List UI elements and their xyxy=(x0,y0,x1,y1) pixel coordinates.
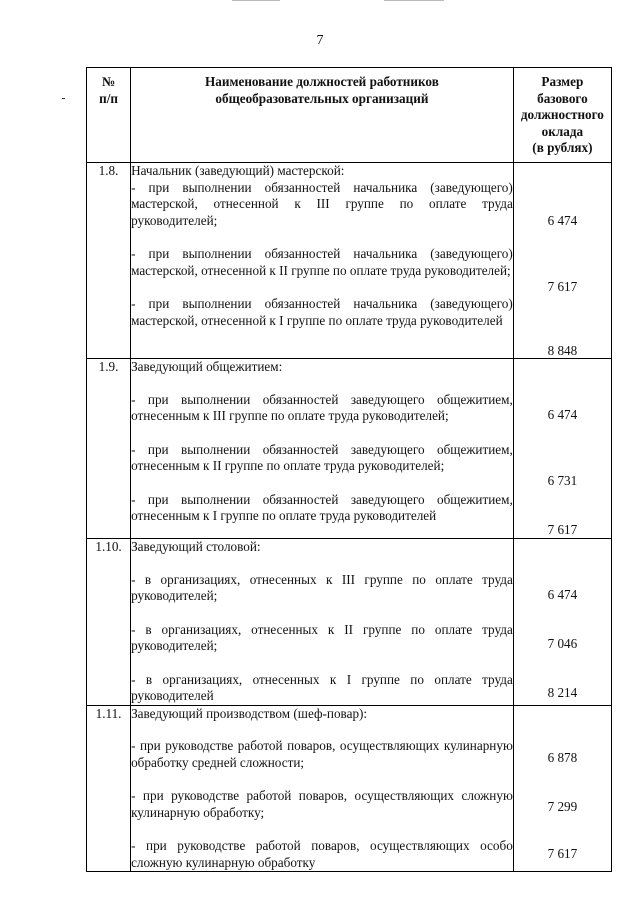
list-item: - в организациях, отнесенных к II группе по оплате труда руководителей; xyxy=(131,621,513,653)
section-content xyxy=(131,705,514,872)
section-content xyxy=(131,539,514,706)
list-item: - при выполнении обязанностей начальника (заведующего) мастерской, отнесенной к III группе по оплате труда руководителей; xyxy=(131,179,513,228)
scan-artifact xyxy=(232,0,280,1)
list-item: - при выполнении обязанностей заведующего общежитием, отнесенным к III группе по оплате труда руководителей; xyxy=(131,391,513,423)
section-title: Заведующий столовой: xyxy=(131,539,261,554)
salary-value: 6 474 xyxy=(547,587,578,602)
salary-table xyxy=(86,67,612,872)
salary-value: 6 878 xyxy=(547,749,578,765)
list-item: - в организациях, отнесенных к I группе по оплате труда руководителей xyxy=(131,671,513,703)
list-item: - при выполнении обязанностей начальника (заведующего) мастерской, отнесенной к II группе по оплате труда руководителей; xyxy=(131,246,513,278)
salary-value: 6 731 xyxy=(547,473,578,488)
section-title: Заведующий производством (шеф-повар): xyxy=(131,705,368,721)
section-number: 1.8. xyxy=(87,163,131,359)
salary-value: 7 617 xyxy=(547,845,578,861)
section-title: Заведующий общежитием: xyxy=(131,359,283,374)
header-number: № п/п xyxy=(87,68,131,163)
list-item: - при выполнении обязанностей заведующего общежитием, отнесенным к II группе по оплате труда руководителей; xyxy=(131,441,513,473)
section-number: 1.11. xyxy=(87,705,131,872)
section-number: 1.9. xyxy=(87,359,131,539)
table-header-row xyxy=(87,68,612,163)
list-item: - при руководстве работой поваров, осуществляющих сложную кулинарную обработку; xyxy=(131,788,513,820)
header-salary: Размер базового должностного оклада (в рублях) xyxy=(513,68,611,163)
salary-value: 7 299 xyxy=(547,798,578,814)
scan-artifact xyxy=(384,0,444,1)
salary-value: 8 848 xyxy=(547,343,578,358)
salary-value: 7 046 xyxy=(547,636,578,651)
page-number: 7 xyxy=(316,33,324,48)
table-row xyxy=(87,539,612,706)
list-item: - при руководстве работой поваров, осуществляющих кулинарную обработку средней сложности; xyxy=(131,738,513,770)
salary-value: 8 214 xyxy=(547,685,578,700)
salary-value: 7 617 xyxy=(547,279,578,294)
salary-value: 6 474 xyxy=(547,407,578,422)
list-item: - при руководстве работой поваров, осуществляющих особо сложную кулинарную обработку xyxy=(131,838,513,870)
section-title: Начальник (заведующий) мастерской: xyxy=(131,163,345,178)
list-item: - при выполнении обязанностей начальника (заведующего) мастерской, отнесенной к I группе по оплате труда руководителей xyxy=(131,296,513,328)
section-values xyxy=(513,163,611,359)
section-values xyxy=(513,359,611,539)
table-row xyxy=(87,163,612,359)
section-values xyxy=(513,539,611,706)
section-content xyxy=(131,359,514,539)
section-content xyxy=(131,163,514,359)
section-values xyxy=(513,705,611,872)
header-position-name: Наименование должностей работников общеобразовательных организаций xyxy=(131,68,514,163)
table-row xyxy=(87,705,612,872)
salary-value: 7 617 xyxy=(547,522,578,537)
table-row xyxy=(87,359,612,539)
margin-mark xyxy=(62,98,65,99)
section-number: 1.10. xyxy=(87,539,131,706)
salary-value: 6 474 xyxy=(547,213,578,228)
list-item: - при выполнении обязанностей заведующего общежитием, отнесенным к I группе по оплате труда руководителей xyxy=(131,491,513,523)
list-item: - в организациях, отнесенных к III группе по оплате труда руководителей; xyxy=(131,571,513,603)
